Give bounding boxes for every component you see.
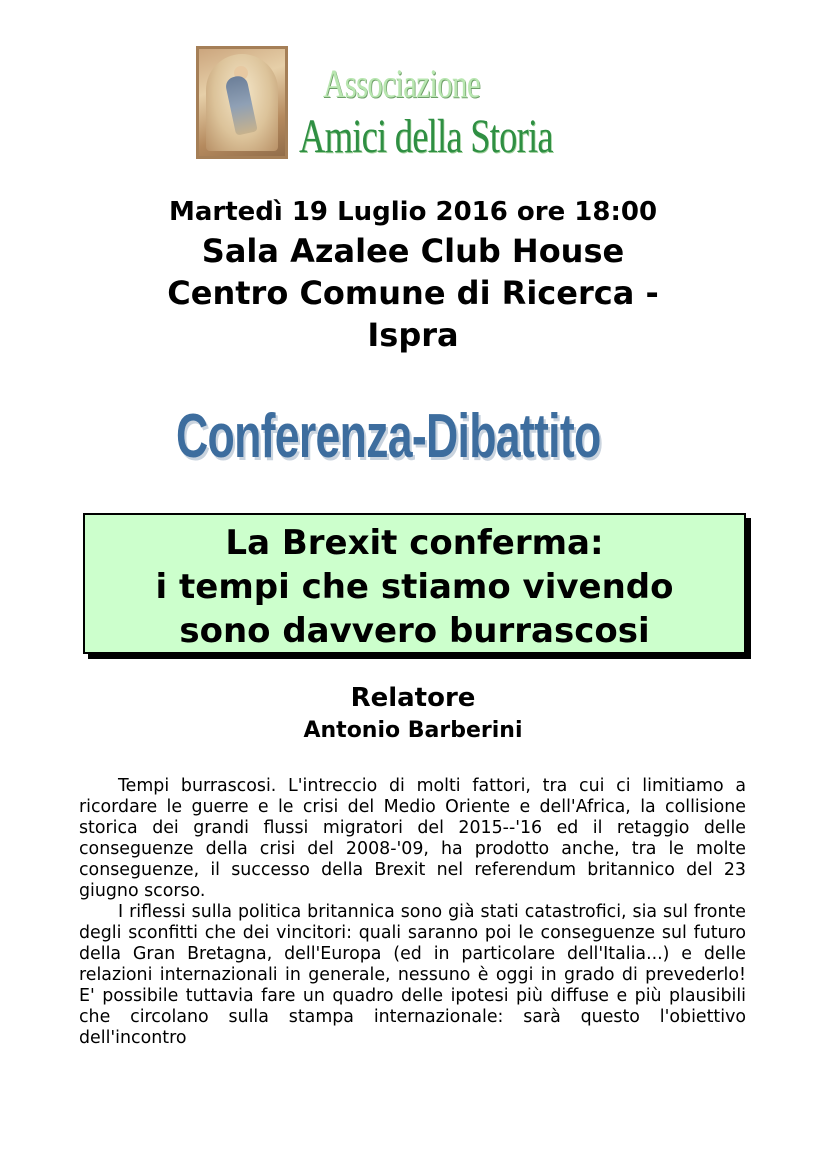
event-venue <box>0 230 826 356</box>
venue-line3: Ispra <box>367 316 459 354</box>
org-name-line1: Associazione <box>322 61 480 106</box>
speaker-name: Antonio Barberini <box>303 718 523 743</box>
talk-title-line3: sono davvero burrascosi <box>179 611 650 651</box>
association-logo-painting <box>196 46 288 159</box>
venue-line1: Sala Azalee Club House <box>201 232 625 270</box>
conference-label: Conferenza-Dibattito <box>176 402 601 471</box>
talk-title-line2: i tempi che stiamo vivendo <box>155 567 674 607</box>
org-name-line2: Amici della Storia <box>299 110 553 163</box>
abstract-paragraph-2: I riflessi sulla politica britannica sono già stati catastrofici, sia sul fronte degli sconfitti che dei vincitori: quali saranno poi le conseguenze sul futuro della Gran Bretagna, dell'Europa (ed in particolare dell'Italia...) e delle relazioni internazionali in generale, nessuno è oggi in grado di prevederlo! E' possibile tuttavia fare un quadro delle ipotesi più diffuse e più plausibili che circolano sulla stampa internazionale: sarà questo l'obiettivo dell'incontro <box>79 902 746 1048</box>
talk-title-box <box>83 513 746 654</box>
abstract-text <box>79 776 746 1049</box>
abstract-paragraph-1: Tempi burrascosi. L'intreccio di molti fattori, tra cui ci limitiamo a ricordare le guerre e le crisi del Medio Oriente e dell'Africa, la collisione storica dei grandi flussi migratori del 2015--'16 ed il retaggio delle conseguenze della crisi del 2008-'09, ha prodotto anche, tra le molte conseguenze, il successo della Brexit nel referendum britannico del 23 giugno scorso. <box>79 776 746 901</box>
event-date-time: Martedì 19 Luglio 2016 ore 18:00 <box>168 197 658 227</box>
talk-title-line1: La Brexit conferma: <box>225 523 604 563</box>
speaker-role: Relatore <box>350 683 476 713</box>
venue-line2: Centro Comune di Ricerca - <box>167 274 659 312</box>
